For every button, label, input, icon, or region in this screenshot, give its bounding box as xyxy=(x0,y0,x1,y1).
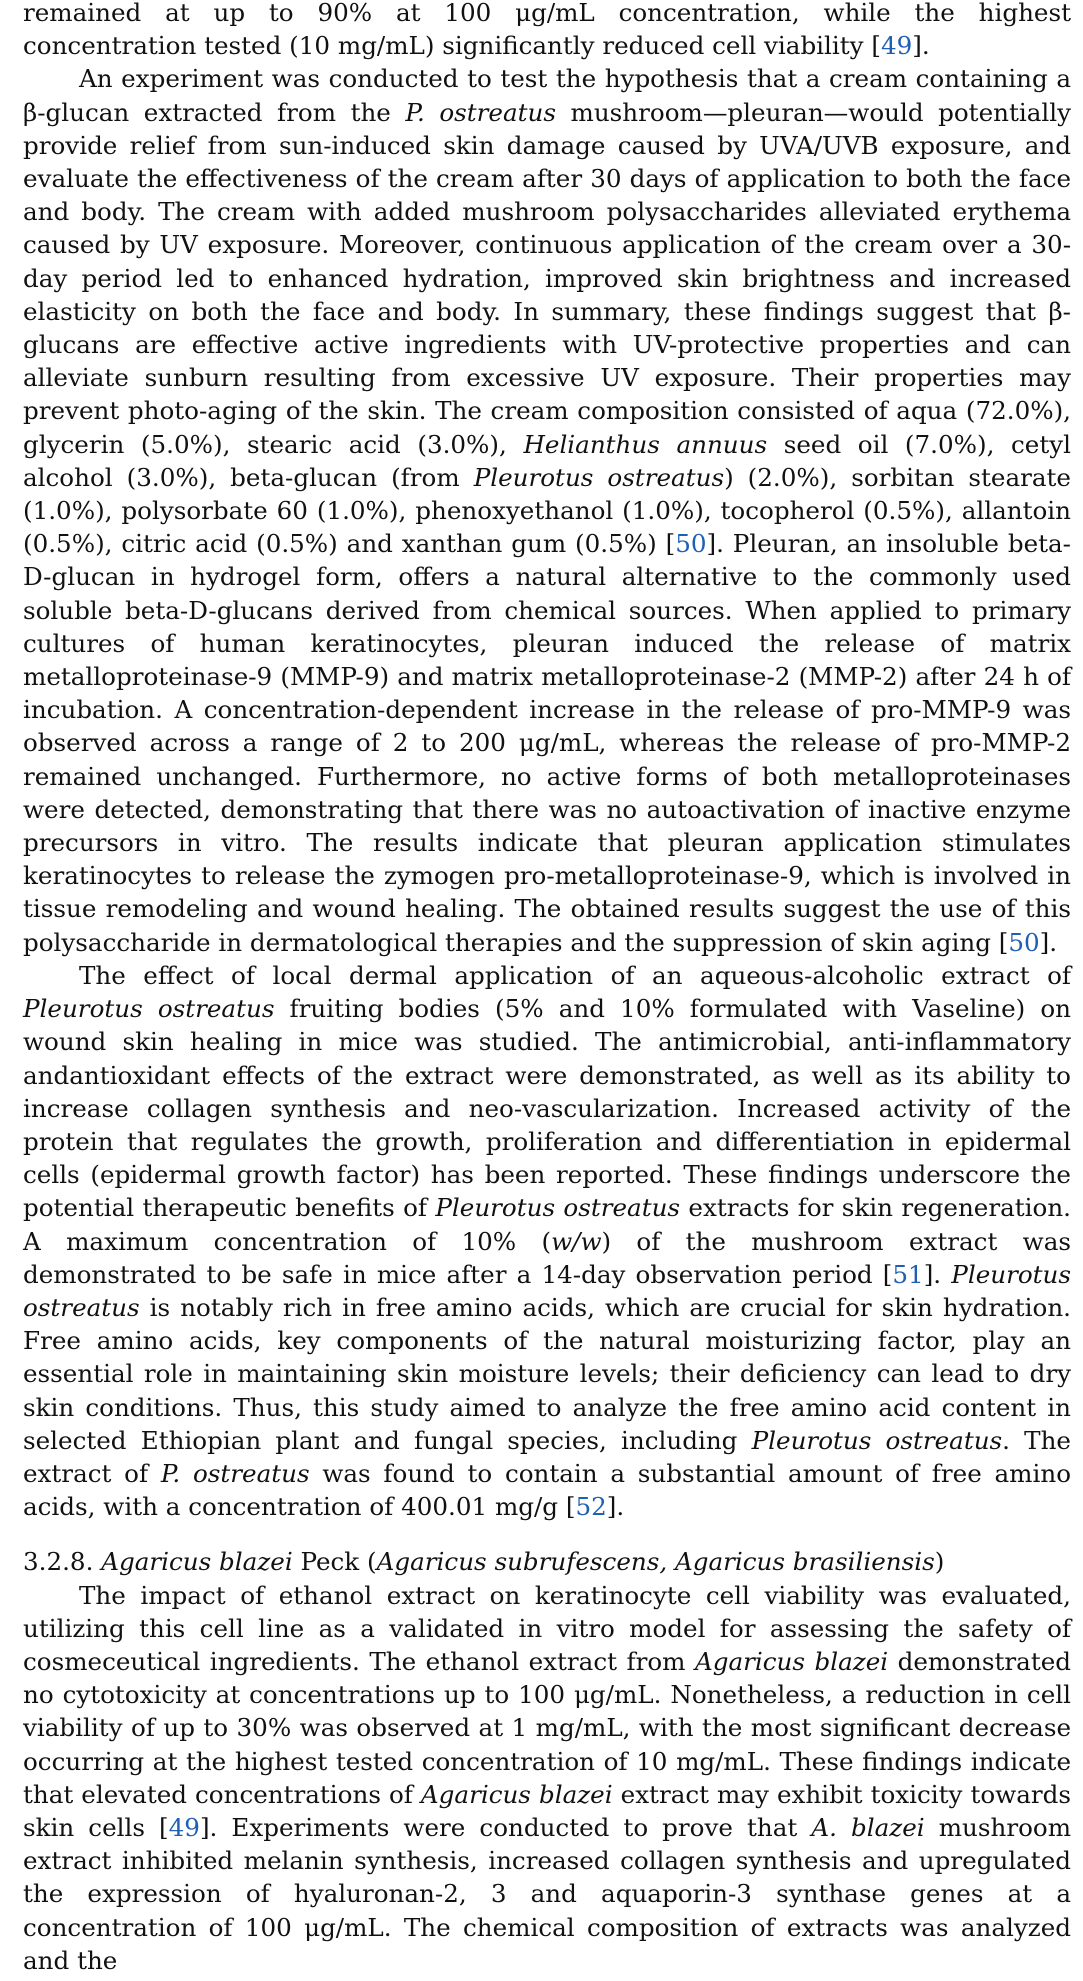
paragraph-pleuran-cream xyxy=(23,62,1071,958)
text-run: fruiting bodies (5% and 10% formulated with Vaseline) on wound skin healing in mice was studied. The antimicrobial, anti-inflammatory andantioxidant effects of the extract were demonstrated, as well as its ability to increase collagen synthesis and neo-vascularization. Increased activity of the protein that regulates the growth, proliferation and differentiation in epidermal cells (epidermal growth factor) has been reported. These findings underscore the potential therapeutic benefits of xyxy=(23,994,1071,1223)
citation-link-52[interactable]: 52 xyxy=(575,1492,607,1522)
text-run: was found to contain a substantial amount of free amino acids, with a concentration of 400.01 mg/g [ xyxy=(23,1458,1072,1522)
text-run: ]. xyxy=(923,1259,952,1289)
text-run: An experiment was conducted to test the hypothesis that a cream containing a β-glucan extracted from the xyxy=(23,64,1071,127)
text-run: extract may exhibit toxicity towards skin cells [ xyxy=(23,1779,1071,1842)
text-run: Peck ( xyxy=(292,1547,377,1577)
text-run: remained at up to 90% at 100 μg/mL concentration, while the highest concentration tested (10 mg/mL) significantly reduced cell viability [ xyxy=(23,0,1071,61)
text-run: is notably rich in free amino acids, which are crucial for skin hydration. Free amino acids, key components of the natural moisturizing factor, play an essential role in maintaining skin moisture levels; their deficiency can lead to dry skin conditions. Thus, this study aimed to analyze the free amino acid content in selected Ethiopian plant and fungal species, including xyxy=(23,1292,1071,1455)
text-run: ]. Experiments were conducted to prove that xyxy=(199,1812,812,1842)
text-run: demonstrated no cytotoxicity at concentrations up to 100 μg/mL. Nonetheless, a reduction in cell viability of up to 30% was observed at 1 mg/mL, with the most significant decrease occurring at the highest tested concentration of 10 mg/mL. These findings indicate that elevated concentrations of xyxy=(23,1646,1072,1809)
text-run: extracts for skin regeneration. A maximum concentration of 10% ( xyxy=(23,1193,1071,1256)
paragraph-cell-viability-tail xyxy=(23,0,1071,62)
species-name: Pleurotus ostreatus xyxy=(435,1193,681,1223)
text-run: ]. xyxy=(912,31,930,61)
text-run: ]. xyxy=(606,1492,625,1522)
text-run: ) of the mushroom extract was demonstrated to be safe in mice after a 14-day observation period [ xyxy=(23,1226,1071,1289)
section-number: 3.2.8. xyxy=(23,1547,102,1577)
text-run: mushroom—pleuran—would potentially provide relief from sun-induced skin damage caused by UVA/UVB exposure, and evaluate the effectiveness of the cream after 30 days of application to both the face and body. The cream with added mushroom polysaccharides alleviated erythema caused by UV exposure. Moreover, continuous application of the cream over a 30-day period led to enhanced hydration, improved skin brightness and increased elasticity on both the face and body. In summary, these findings suggest that β-glucans are effective active ingredients with UV-protective properties and can alleviate sunburn resulting from excessive UV exposure. Their properties may prevent photo-aging of the skin. The cream composition consisted of aqua (72.0%), glycerin (5.0%), stearic acid (3.0%), xyxy=(23,97,1071,459)
citation-link-50[interactable]: 50 xyxy=(1008,927,1040,957)
citation-link-49[interactable]: 49 xyxy=(168,1812,200,1842)
species-name: Agaricus blazei xyxy=(101,1547,293,1577)
unit-ratio: w/w xyxy=(551,1226,602,1256)
text-run: ) xyxy=(934,1547,945,1577)
species-name: Helianthus annuus xyxy=(523,429,768,459)
species-name: Pleurotus ostreatus xyxy=(751,1425,1003,1455)
species-name: Agaricus blazei xyxy=(694,1646,889,1676)
text-run: ) (2.0%), sorbitan stearate (1.0%), polysorbate 60 (1.0%), phenoxyethanol (1.0%), tocopherol (0.5%), allantoin (0.5%), citric acid (0.5%) and xanthan gum (0.5%) [ xyxy=(23,462,1071,559)
text-run: The effect of local dermal application of an aqueous-alcoholic extract of xyxy=(79,960,1071,990)
citation-link-49[interactable]: 49 xyxy=(880,31,913,61)
species-name: Pleurotus ostreatus xyxy=(473,462,725,492)
species-name: Agaricus blazei xyxy=(420,1779,613,1809)
text-run: ]. xyxy=(1039,927,1058,957)
section-heading-3-2-8 xyxy=(23,1545,1071,1578)
citation-link-51[interactable]: 51 xyxy=(892,1259,924,1289)
species-name: P. ostreatus xyxy=(160,1458,310,1488)
citation-link-50[interactable]: 50 xyxy=(675,529,707,559)
paragraph-wound-healing xyxy=(23,959,1071,1523)
species-name: A. blazei xyxy=(811,1812,925,1842)
species-synonyms: Agaricus subrufescens, Agaricus brasiliensis xyxy=(376,1547,935,1577)
paragraph-agaricus-blazei xyxy=(23,1579,1071,1977)
text-run: The impact of ethanol extract on keratinocyte cell viability was evaluated, utilizing this cell line as a validated in vitro model for assessing the safety of cosmeceutical ingredients. The ethanol extract from xyxy=(23,1580,1071,1676)
text-run: . The extract of xyxy=(23,1425,1071,1488)
species-name: P. ostreatus xyxy=(405,97,556,127)
species-name: Pleurotus ostreatus xyxy=(23,1259,1071,1322)
text-run: ]. Pleuran, an insoluble beta-D-glucan in hydrogel form, offers a natural alternative to the commonly used soluble beta-D-glucans derived from chemical sources. When applied to primary cultures of human keratinocytes, pleuran induced the release of matrix metalloproteinase-9 (MMP-9) and matrix metalloproteinase-2 (MMP-2) after 24 h of incubation. A concentration-dependent increase in the release of pro-MMP-9 was observed across a range of 2 to 200 μg/mL, whereas the release of pro-MMP-2 remained unchanged. Furthermore, no active forms of both metalloproteinases were detected, demonstrating that there was no autoactivation of inactive enzyme precursors in vitro. The results indicate that pleuran application stimulates keratinocytes to release the zymogen pro-metalloproteinase-9, which is involved in tissue remodeling and wound healing. The obtained results suggest the use of this polysaccharide in dermatological therapies and the suppression of skin aging [ xyxy=(23,529,1071,957)
species-name: Pleurotus ostreatus xyxy=(23,994,275,1024)
text-run: seed oil (7.0%), cetyl alcohol (3.0%), beta-glucan (from xyxy=(23,429,1071,492)
text-run: mushroom extract inhibited melanin synthesis, increased collagen synthesis and upregulated the expression of hyaluronan-2, 3 and aquaporin-3 synthase genes at a concentration of 100 μg/mL. The chemical composition of extracts was analyzed and the xyxy=(23,1812,1072,1975)
